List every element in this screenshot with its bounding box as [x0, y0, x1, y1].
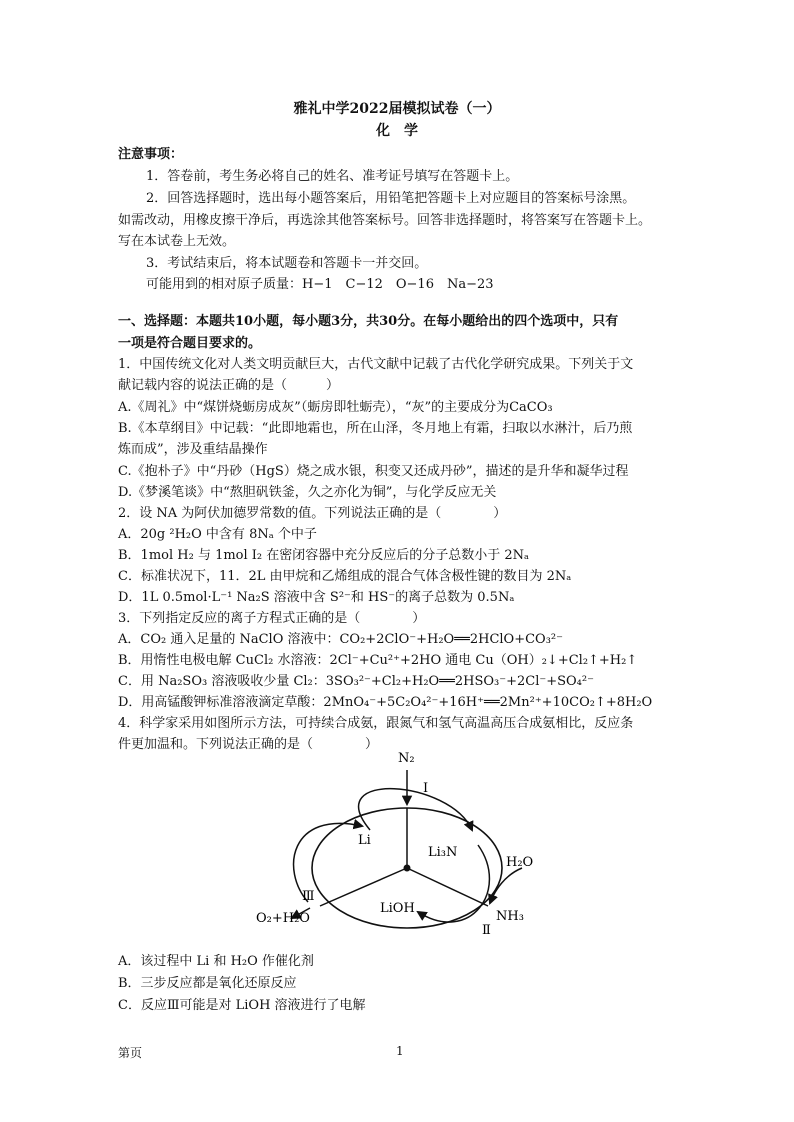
footer-page-label: 第页 — [118, 1046, 143, 1060]
q1-stem-1: 1．中国传统文化对人类文明贡献巨大，古代文献中记载了古代化学研究成果。下列关于文 — [118, 357, 634, 372]
q1-stem-2: 献记载内容的说法正确的是（ ） — [118, 378, 340, 393]
section-heading-1: 一、选择题：本题共10小题，每小题3分，共30分。在每小题给出的四个选项中，只有 — [118, 314, 619, 329]
note-2b: 如需改动，用橡皮擦干净后，再选涂其他答案标号。回答非选择题时，将答案写在答题卡上。 — [118, 213, 652, 228]
label-li: Li — [358, 833, 371, 848]
notes-heading: 注意事项： — [118, 147, 184, 162]
label-n2: N₂ — [398, 751, 415, 766]
q4-option-c: C．反应Ⅲ可能是对 LiOH 溶液进行了电解 — [118, 998, 366, 1013]
footer-page-number: 1 — [396, 1044, 404, 1058]
q1-option-b-2: 炼而成”，涉及重结晶操作 — [118, 442, 268, 457]
q2-option-d: D．1L 0.5mol·L⁻¹ Na₂S 溶液中含 S²⁻和 HS⁻的离子总数为 0.5Nₐ — [118, 590, 515, 605]
q1-option-a: A.《周礼》中“煤饼烧蛎房成灰”（蛎房即牡蛎壳），“灰”的主要成分为CaCO₃ — [118, 400, 553, 415]
center-dot — [404, 865, 411, 872]
exam-title: 雅礼中学2022届模拟试卷（一） — [293, 101, 501, 117]
q4-stem-1: 4．科学家采用如图所示方法，可持续合成氨，跟氮气和氢气高温高压合成氨相比，反应条 — [118, 716, 634, 731]
label-o2-h2o: O₂+H₂O — [256, 911, 310, 926]
q3-stem: 3．下列指定反应的离子方程式正确的是（ ） — [118, 611, 426, 626]
q1-option-d: D.《梦溪笔谈》中“熬胆矾铁釜，久之亦化为铜”，与化学反应无关 — [118, 485, 497, 500]
q3-option-a: A．CO₂ 通入足量的 NaClO 溶液中：CO₂+2ClO⁻+H₂O══2HClO+CO₃²⁻ — [118, 632, 563, 647]
label-nh3: NH₃ — [496, 909, 524, 924]
q4-stem-2: 件更加温和。下列说法正确的是（ ） — [118, 737, 379, 752]
label-li3n: Li₃N — [428, 845, 458, 860]
q1-option-c: C.《抱朴子》中“丹砂（HgS）烧之成水银，积变又还成丹砂”，描述的是升华和凝华过程 — [118, 464, 629, 479]
note-2a: 2．回答选择题时，选出每小题答案后，用铅笔把答题卡上对应题目的答案标号涂黑。 — [146, 191, 636, 206]
spoke-right — [407, 868, 488, 906]
label-lioh: LiOH — [380, 901, 415, 916]
ammonia-synthesis-cycle-diagram — [250, 740, 570, 940]
q3-option-c: C．用 Na₂SO₃ 溶液吸收少量 Cl₂：3SO₃²⁻+Cl₂+H₂O══2HSO₃⁻+2Cl⁻+SO₄²⁻ — [118, 674, 594, 689]
label-h2o: H₂O — [506, 855, 534, 870]
section-heading-2: 一项是符合题目要求的。 — [118, 336, 262, 351]
q1-option-b-1: B.《本草纲目》中记载：“此即地霜也，所在山泽，冬月地上有霜，扫取以水淋汁，后乃煎 — [118, 421, 633, 436]
label-roman-ii: Ⅱ — [482, 923, 491, 938]
atomic-masses: 可能用到的相对原子质量：H−1 C−12 O−16 Na−23 — [146, 277, 494, 292]
q3-option-d: D．用高锰酸钾标准溶液滴定草酸：2MnO₄⁻+5C₂O₄²⁻+16H⁺══2Mn²⁺+10CO₂↑+8H₂O — [118, 695, 653, 710]
q4-option-b: B．三步反应都是氧化还原反应 — [118, 976, 297, 991]
note-2c: 写在本试卷上无效。 — [118, 234, 236, 249]
q2-stem: 2．设 NA 为阿伏加德罗常数的值。下列说法正确的是（ ） — [118, 506, 507, 521]
label-roman-iii: Ⅲ — [302, 889, 315, 904]
note-1: 1．答卷前，考生务必将自己的姓名、准考证号填写在答题卡上。 — [146, 169, 519, 184]
q2-option-c: C．标准状况下，11．2L 由甲烷和乙烯组成的混合气体含极性键的数目为 2Nₐ — [118, 569, 572, 584]
label-roman-i: Ⅰ — [423, 781, 429, 796]
q2-option-b: B．1mol H₂ 与 1mol I₂ 在密闭容器中充分反应后的分子总数小于 2Nₐ — [118, 548, 530, 563]
q3-option-b: B．用惰性电极电解 CuCl₂ 水溶液：2Cl⁻+Cu²⁺+2HO 通电 Cu（OH）₂↓+Cl₂↑+H₂↑ — [118, 653, 638, 668]
q4-option-a: A．该过程中 Li 和 H₂O 作催化剂 — [118, 954, 314, 969]
arrow-i — [359, 789, 472, 830]
exam-subject: 化 学 — [376, 123, 418, 139]
h2o-arrow — [490, 868, 522, 903]
note-3: 3．考试结束后，将本试题卷和答题卡一并交回。 — [146, 256, 428, 271]
q2-option-a: A．20g ²H₂O 中含有 8Nₐ 个中子 — [118, 527, 317, 542]
